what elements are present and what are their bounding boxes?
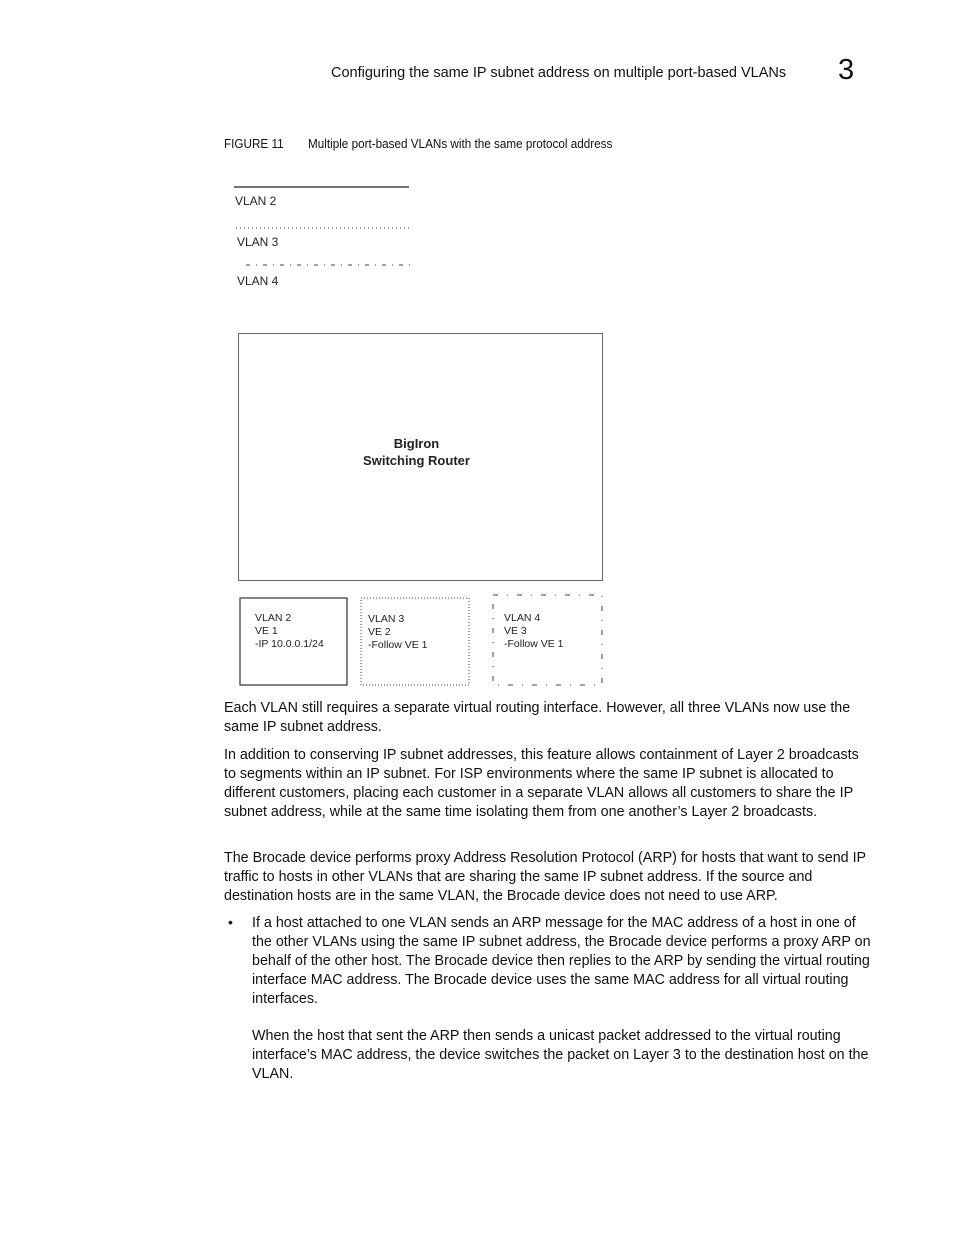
vlan-2-name: VLAN 2 [255, 612, 292, 624]
router-label-line1: BigIron [393, 436, 440, 451]
legend-vlan-3: VLAN 3 [237, 235, 279, 249]
bullet-marker: • [228, 914, 233, 930]
chapter-number: 3 [838, 54, 855, 86]
paragraph-2-text: In addition to conserving IP subnet addresses, this feature allows containment of Layer 2 broadcasts to segments within an IP subnet. For ISP environments where the same IP subnet is allocated to different customers, placing each customer in a separate VLAN allows all customers to share the IP subnet address, while at the same time isolating them from one another’s Layer 2 broadcasts. [224, 747, 859, 820]
vlan-2-box [255, 612, 324, 651]
bullet-item-1-text: If a host attached to one VLAN sends an ARP message for the MAC address of a host in one of the other VLANs using the same IP subnet address, the Brocade device performs a proxy ARP on behalf of the other host. The Brocade device then replies to the ARP by sending the virtual routing interface MAC address. The Brocade device uses the same MAC address for all virtual routing interfaces. [252, 915, 871, 1007]
vlan-3-ve: VE 2 [368, 626, 391, 638]
bullet-item-1-continued [252, 1027, 872, 1084]
paragraph-1 [224, 699, 872, 737]
vlan-3-box [368, 613, 428, 652]
vlan-4-box [504, 612, 564, 651]
vlan-2-ve: VE 1 [255, 625, 278, 637]
paragraph-3-text: The Brocade device performs proxy Address Resolution Protocol (ARP) for hosts that want to send IP traffic to hosts in other VLANs that are sharing the same IP subnet address. If the source and destination hosts are in the same VLAN, the Brocade device does not need to use ARP. [224, 850, 866, 904]
figure-legend [232, 180, 422, 290]
figure-caption: Multiple port-based VLANs with the same protocol address [308, 136, 613, 151]
router-label-line2: Switching Router [363, 453, 470, 468]
vlan-2-ip: -IP 10.0.0.1/24 [255, 638, 324, 650]
router-box [238, 333, 603, 581]
figure-label: FIGURE 11 [224, 136, 284, 151]
vlan-4-ve: VE 3 [504, 625, 527, 637]
paragraph-2 [224, 746, 872, 822]
legend-vlan-4: VLAN 4 [237, 274, 279, 288]
paragraph-1-text: Each VLAN still requires a separate virtual routing interface. However, all three VLANs now use the same IP subnet address. [224, 700, 851, 735]
vlan-4-follow: -Follow VE 1 [504, 638, 564, 650]
bullet-item-1-continued-text: When the host that sent the ARP then sends a unicast packet addressed to the virtual routing interface’s MAC address, the device switches the packet on Layer 3 to the destination host on the VLAN. [252, 1028, 869, 1082]
bullet-item-1 [252, 914, 872, 1009]
page-header-title: Configuring the same IP subnet address on multiple port-based VLANs [331, 65, 787, 81]
paragraph-3 [224, 849, 872, 906]
legend-vlan-2: VLAN 2 [235, 194, 277, 208]
vlan-3-name: VLAN 3 [368, 613, 405, 625]
vlan-4-name: VLAN 4 [504, 612, 541, 624]
vlan-3-follow: -Follow VE 1 [368, 639, 428, 651]
